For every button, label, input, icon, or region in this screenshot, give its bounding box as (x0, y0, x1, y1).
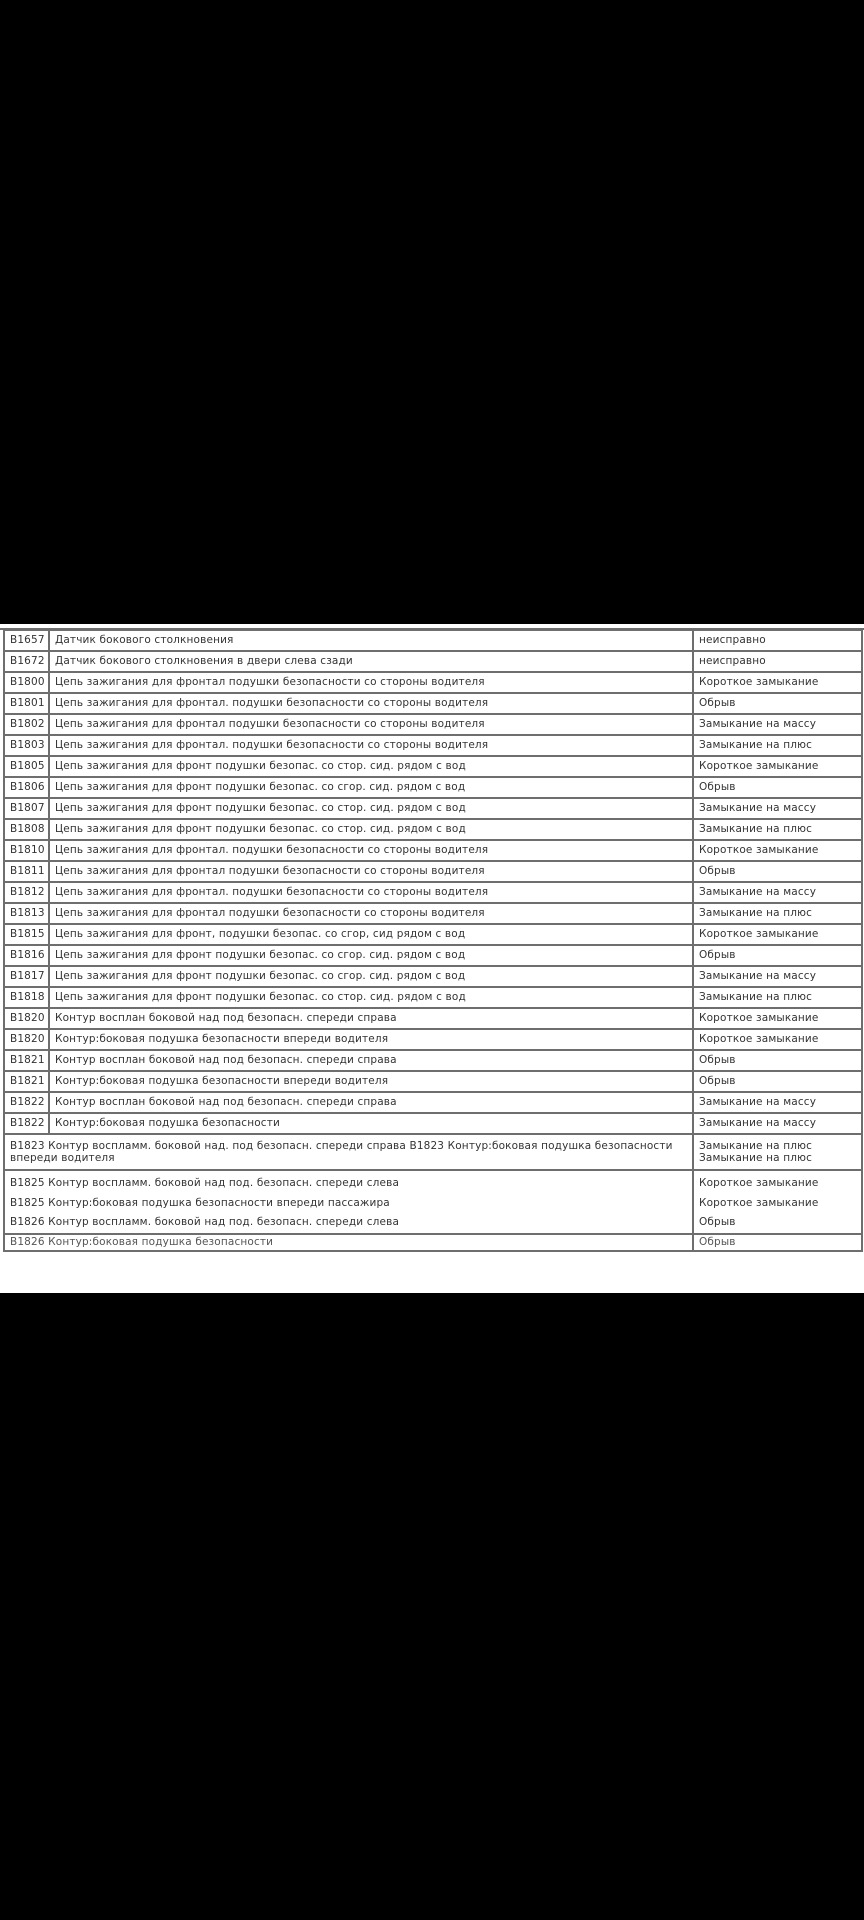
description-cell: Цепь зажигания для фронтал подушки безопасности со стороны водителя (49, 861, 693, 882)
status-cell: Замыкание на плюс (693, 819, 862, 840)
description-cell: Цепь зажигания для фронт подушки безопас. со стор. сид. рядом с вод (49, 798, 693, 819)
table-row (4, 924, 862, 945)
status-cell: Замыкание на массу (693, 1113, 862, 1134)
code-cell: B1811 (4, 861, 49, 882)
table-row (4, 672, 862, 693)
table-row (4, 735, 862, 756)
status-cell: Замыкание на плюс (693, 987, 862, 1008)
description-cell: Датчик бокового столкновения в двери слева сзади (49, 651, 693, 672)
table-row (4, 840, 862, 861)
status-cell: Обрыв (693, 945, 862, 966)
status-cell: Короткое замыкание (693, 1008, 862, 1029)
merged-description-line: впереди водителя (10, 1152, 115, 1164)
description-cell: Цепь зажигания для фронтал подушки безопасности со стороны водителя (49, 672, 693, 693)
code-cell: B1802 (4, 714, 49, 735)
description-cell: Контур:боковая подушка безопасности впереди водителя (49, 1071, 693, 1092)
status-cell: Замыкание на массу (693, 1092, 862, 1113)
code-cell: B1810 (4, 840, 49, 861)
description-cell: Цепь зажигания для фронтал. подушки безопасности со стороны водителя (49, 882, 693, 903)
description-cell: Цепь зажигания для фронт подушки безопас. со стор. сид. рядом с вод (49, 987, 693, 1008)
table-row (4, 1050, 862, 1071)
table-row (4, 1029, 862, 1050)
status-cell: Обрыв (693, 861, 862, 882)
code-cell: B1803 (4, 735, 49, 756)
status-cell: Обрыв (693, 1050, 862, 1071)
description-cell: Цепь зажигания для фронтал подушки безопасности со стороны водителя (49, 714, 693, 735)
code-cell: B1822 (4, 1113, 49, 1134)
stacked-status-line: Короткое замыкание (699, 1196, 819, 1209)
document-image (0, 624, 864, 1293)
table-row (4, 966, 862, 987)
description-cell: Цепь зажигания для фронт подушки безопас. со сгор. сид. рядом с вод (49, 945, 693, 966)
status-cell: Короткое замыкание (693, 1029, 862, 1050)
description-cell: Цепь зажигания для фронт подушки безопас. со стор. сид. рядом с вод (49, 819, 693, 840)
table-row (4, 903, 862, 924)
merged-status-line: Замыкание на плюс (699, 1152, 813, 1164)
stacked-description-cell (4, 1170, 693, 1234)
description-cell: Датчик бокового столкновения (49, 630, 693, 651)
merged-description-cell (4, 1134, 693, 1170)
status-cell: Короткое замыкание (693, 840, 862, 861)
table-row (4, 714, 862, 735)
status-cell: Замыкание на плюс (693, 735, 862, 756)
code-cell: B1672 (4, 651, 49, 672)
description-cell: Цепь зажигания для фронтал подушки безопасности со стороны водителя (49, 903, 693, 924)
code-cell: B1807 (4, 798, 49, 819)
code-cell: B1813 (4, 903, 49, 924)
description-cell: Контур:боковая подушка безопасности (49, 1113, 693, 1134)
table-row (4, 777, 862, 798)
table-row (4, 945, 862, 966)
code-cell: B1812 (4, 882, 49, 903)
code-cell: B1821 (4, 1071, 49, 1092)
status-cell: Короткое замыкание (693, 756, 862, 777)
description-cell: Цепь зажигания для фронт подушки безопас. со сгор. сид. рядом с вод (49, 966, 693, 987)
stacked-status-line: Короткое замыкание (699, 1177, 819, 1189)
code-cell: B1800 (4, 672, 49, 693)
description-cell: Цепь зажигания для фронт, подушки безопас. со сгор, сид рядом с вод (49, 924, 693, 945)
status-cell: Обрыв (693, 693, 862, 714)
description-cell: Контур восплан боковой над под безопасн. спереди справа (49, 1008, 693, 1029)
cut-description-cell: B1826 Контур:боковая подушка безопасности (4, 1234, 693, 1251)
table-row (4, 630, 862, 651)
code-cell: B1657 (4, 630, 49, 651)
stacked-status-cell (693, 1170, 862, 1234)
table-row (4, 1092, 862, 1113)
code-cell: B1817 (4, 966, 49, 987)
status-cell: неисправно (693, 651, 862, 672)
table-row (4, 882, 862, 903)
table-row (4, 1071, 862, 1092)
code-cell: B1806 (4, 777, 49, 798)
table-row (4, 1008, 862, 1029)
status-cell: Замыкание на массу (693, 798, 862, 819)
table-row-stacked (4, 1170, 862, 1234)
code-cell: B1821 (4, 1050, 49, 1071)
merged-status-line: Замыкание на плюс (699, 1140, 813, 1152)
table-row (4, 861, 862, 882)
description-cell: Цепь зажигания для фронтал. подушки безопасности со стороны водителя (49, 735, 693, 756)
code-cell: B1805 (4, 756, 49, 777)
table-row (4, 651, 862, 672)
code-cell: B1816 (4, 945, 49, 966)
status-cell: Короткое замыкание (693, 924, 862, 945)
status-cell: Обрыв (693, 1071, 862, 1092)
table-row (4, 819, 862, 840)
status-cell: Обрыв (693, 777, 862, 798)
table-row-merged (4, 1134, 862, 1170)
table-row (4, 798, 862, 819)
status-cell: неисправно (693, 630, 862, 651)
code-cell: B1820 (4, 1029, 49, 1050)
merged-status-cell (693, 1134, 862, 1170)
description-cell: Контур восплан боковой над под безопасн. спереди справа (49, 1092, 693, 1113)
code-cell: B1818 (4, 987, 49, 1008)
description-cell: Контур:боковая подушка безопасности впереди водителя (49, 1029, 693, 1050)
status-cell: Замыкание на массу (693, 714, 862, 735)
table-row (4, 1113, 862, 1134)
status-cell: Замыкание на массу (693, 882, 862, 903)
code-cell: B1820 (4, 1008, 49, 1029)
merged-description-line: B1823 Контур воспламм. боковой над. под безопасн. спереди справа B1823 Контур:боковая подушка безопасности (10, 1140, 673, 1152)
fault-code-table (3, 629, 863, 1252)
table-row-cut-off (4, 1234, 862, 1251)
description-cell: Цепь зажигания для фронтал. подушки безопасности со стороны водителя (49, 693, 693, 714)
table-row (4, 693, 862, 714)
table-row (4, 987, 862, 1008)
description-cell: Цепь зажигания для фронтал. подушки безопасности со стороны водителя (49, 840, 693, 861)
stacked-description-line: B1825 Контур:боковая подушка безопасности впереди пассажира (10, 1196, 390, 1209)
stacked-description-line: B1826 Контур воспламм. боковой над под. безопасн. спереди слева (10, 1216, 400, 1228)
stacked-status-line: Обрыв (699, 1216, 736, 1228)
description-cell: Цепь зажигания для фронт подушки безопас. со стор. сид. рядом с вод (49, 756, 693, 777)
status-cell: Замыкание на массу (693, 966, 862, 987)
status-cell: Короткое замыкание (693, 672, 862, 693)
fault-code-table-body (4, 630, 862, 1251)
stacked-description-line: B1825 Контур воспламм. боковой над под. безопасн. спереди слева (10, 1177, 400, 1189)
code-cell: B1822 (4, 1092, 49, 1113)
table-row (4, 756, 862, 777)
code-cell: B1815 (4, 924, 49, 945)
code-cell: B1808 (4, 819, 49, 840)
description-cell: Контур восплан боковой над под безопасн. спереди справа (49, 1050, 693, 1071)
description-cell: Цепь зажигания для фронт подушки безопас. со сгор. сид. рядом с вод (49, 777, 693, 798)
status-cell: Замыкание на плюс (693, 903, 862, 924)
code-cell: B1801 (4, 693, 49, 714)
cut-status-cell: Обрыв (693, 1234, 862, 1251)
